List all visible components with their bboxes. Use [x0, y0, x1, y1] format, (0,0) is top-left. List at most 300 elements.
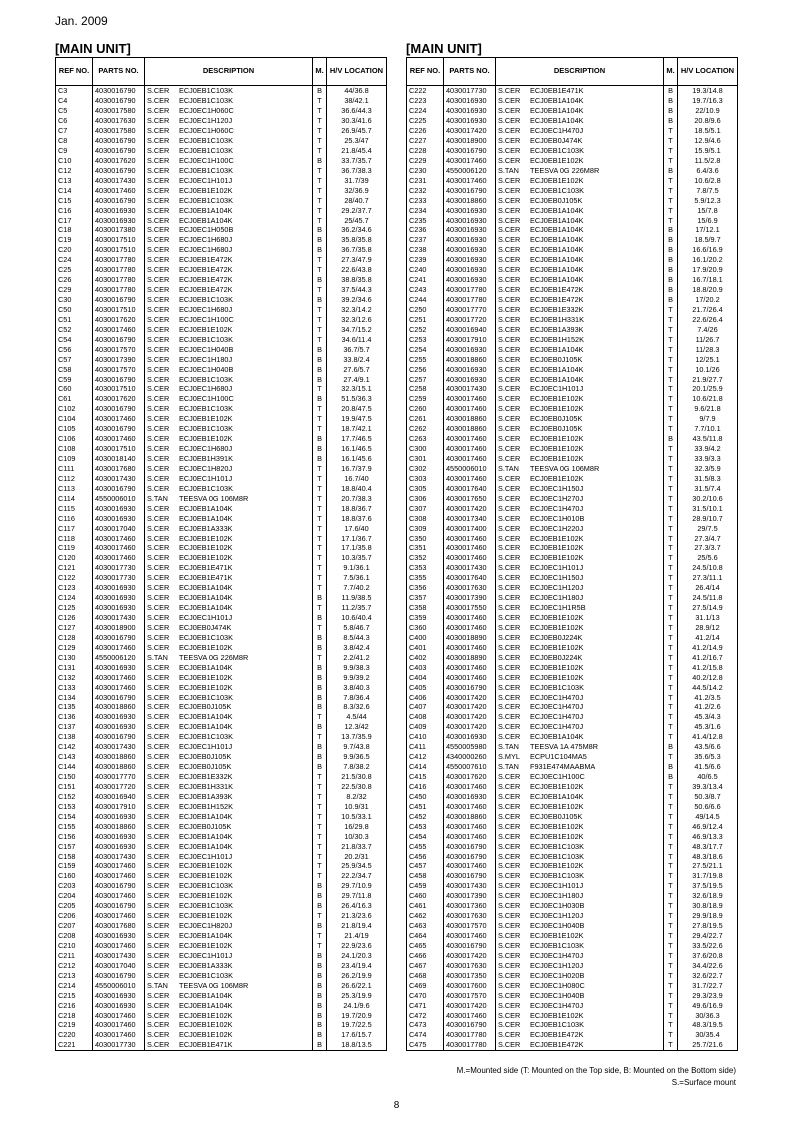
- ref-no-cell: C30: [56, 295, 93, 305]
- table-row: [407, 931, 738, 941]
- location-cell: 51.5/36.3: [327, 394, 387, 404]
- mounted-side-cell: B: [664, 265, 678, 275]
- description-cell: [145, 334, 313, 344]
- component-type: S.CER: [147, 573, 170, 583]
- table-row: [56, 881, 387, 891]
- table-row: [56, 156, 387, 166]
- ref-no-cell: C238: [407, 245, 444, 255]
- table-row: [407, 523, 738, 533]
- component-spec: ECJ0EC1H040B: [179, 344, 234, 354]
- table-row: [407, 752, 738, 762]
- location-cell: 30.3/41.6: [327, 116, 387, 126]
- ref-no-cell: C406: [407, 692, 444, 702]
- ref-no-cell: C60: [56, 384, 93, 394]
- description-cell: [496, 742, 664, 752]
- mounted-side-cell: T: [664, 384, 678, 394]
- description-cell: [496, 623, 664, 633]
- table-row: [407, 871, 738, 881]
- mounted-side-cell: T: [664, 454, 678, 464]
- component-type: S.CER: [147, 742, 170, 752]
- component-spec: ECJ0EB1A104K: [530, 215, 584, 225]
- location-cell: 33.8/2.4: [327, 354, 387, 364]
- table-row: [407, 1020, 738, 1030]
- component-spec: ECJ0EB1E102K: [530, 622, 584, 632]
- location-cell: 17.1/36.7: [327, 533, 387, 543]
- component-spec: ECJ0EC1H180J: [179, 354, 233, 364]
- ref-no-cell: C59: [56, 374, 93, 384]
- table-row: [56, 652, 387, 662]
- table-row: [407, 394, 738, 404]
- location-cell: 37.5/19.5: [678, 881, 738, 891]
- ref-no-cell: C407: [407, 702, 444, 712]
- location-cell: 25/5.6: [678, 553, 738, 563]
- table-row: [407, 811, 738, 821]
- parts-no-cell: 4030017390: [93, 354, 145, 364]
- component-type: S.CER: [498, 931, 521, 940]
- location-cell: 35.6/5.3: [678, 752, 738, 762]
- component-spec: ECJ0EB1E102K: [179, 434, 233, 444]
- location-cell: 28.9/12: [678, 623, 738, 633]
- component-type: S.CER: [498, 692, 521, 702]
- mounted-side-cell: B: [313, 672, 327, 682]
- ref-no-cell: C135: [56, 702, 93, 712]
- parts-no-cell: 4030017770: [444, 305, 496, 315]
- ref-no-cell: C123: [56, 583, 93, 593]
- ref-no-cell: C8: [56, 136, 93, 146]
- location-cell: 5.9/12.3: [678, 195, 738, 205]
- parts-no-cell: 4030017350: [444, 970, 496, 980]
- table-row: [407, 851, 738, 861]
- parts-no-cell: 4550007610: [444, 762, 496, 772]
- location-cell: 24.5/10.8: [678, 563, 738, 573]
- description-cell: [496, 722, 664, 732]
- component-spec: ECJ0EB1C103K: [530, 841, 584, 851]
- table-row: [407, 772, 738, 782]
- table-row: [407, 414, 738, 424]
- description-cell: [145, 563, 313, 573]
- location-cell: 29.3/23.9: [678, 990, 738, 1000]
- component-spec: ECJ0EB1A104K: [179, 722, 233, 732]
- component-type: S.CER: [147, 255, 170, 265]
- component-type: S.CER: [498, 394, 521, 404]
- component-type: S.CER: [498, 652, 521, 662]
- parts-no-cell: 4030017460: [444, 175, 496, 185]
- col-location: H/V LOCATION: [678, 58, 738, 86]
- table-row: [56, 265, 387, 275]
- description-cell: [496, 652, 664, 662]
- ref-no-cell: C128: [56, 633, 93, 643]
- parts-no-cell: 4030016930: [93, 712, 145, 722]
- parts-no-cell: 4030017460: [93, 543, 145, 553]
- location-cell: 41.2/14.9: [678, 643, 738, 653]
- component-type: S.CER: [147, 801, 170, 811]
- component-type: S.CER: [147, 702, 170, 712]
- description-cell: [145, 215, 313, 225]
- mounted-side-cell: T: [313, 792, 327, 802]
- mounted-side-cell: T: [664, 424, 678, 434]
- description-cell: [145, 891, 313, 901]
- location-cell: 21.9/27.7: [678, 374, 738, 384]
- component-spec: ECJ0EC1H470J: [530, 950, 584, 960]
- component-spec: ECJ0EC1H680J: [179, 444, 233, 454]
- component-type: S.CER: [147, 473, 170, 483]
- table-row: [407, 354, 738, 364]
- mounted-side-cell: T: [664, 344, 678, 354]
- description-cell: [145, 841, 313, 851]
- table-row: [407, 1000, 738, 1010]
- table-row: [56, 1030, 387, 1040]
- component-spec: ECJ0EB1C103K: [179, 295, 233, 304]
- ref-no-cell: C472: [407, 1010, 444, 1020]
- location-cell: 30.2/10.6: [678, 493, 738, 503]
- component-type: S.CER: [498, 921, 521, 931]
- location-cell: 25.3/19.9: [327, 990, 387, 1000]
- description-cell: [496, 394, 664, 404]
- table-row: [56, 563, 387, 573]
- component-spec: ECJ0EC1H820J: [179, 921, 233, 931]
- ref-no-cell: C24: [56, 255, 93, 265]
- mounted-side-cell: T: [313, 414, 327, 424]
- location-cell: 44.5/14.2: [678, 682, 738, 692]
- table-row: [407, 484, 738, 494]
- component-spec: ECJ0EB1A333K: [179, 960, 233, 970]
- location-cell: 10.6/2.8: [678, 175, 738, 185]
- mounted-side-cell: T: [313, 175, 327, 185]
- description-cell: [496, 603, 664, 613]
- description-cell: [496, 831, 664, 841]
- parts-no-cell: 4030017580: [93, 106, 145, 116]
- component-spec: ECJ0EB1E102K: [179, 642, 233, 652]
- parts-no-cell: 4030016930: [93, 603, 145, 613]
- mounted-side-cell: T: [664, 334, 678, 344]
- ref-no-cell: C457: [407, 861, 444, 871]
- description-cell: [145, 931, 313, 941]
- ref-no-cell: C134: [56, 692, 93, 702]
- ref-no-cell: C52: [56, 325, 93, 335]
- component-spec: ECJ0EB1A104K: [530, 791, 584, 801]
- mounted-side-cell: B: [313, 156, 327, 166]
- component-type: S.CER: [147, 344, 170, 354]
- mounted-side-cell: T: [664, 215, 678, 225]
- table-row: [56, 374, 387, 384]
- location-cell: 36.7/5.7: [327, 344, 387, 354]
- mounted-side-cell: T: [664, 901, 678, 911]
- table-row: [407, 434, 738, 444]
- ref-no-cell: C416: [407, 782, 444, 792]
- parts-no-cell: 4030016790: [444, 851, 496, 861]
- parts-no-cell: 4030016790: [93, 96, 145, 106]
- location-cell: 41.2/15.8: [678, 662, 738, 672]
- mounted-side-cell: T: [664, 553, 678, 563]
- location-cell: 16.1/46.5: [327, 444, 387, 454]
- component-spec: ECJ0EB1E102K: [179, 414, 233, 424]
- mounted-side-cell: T: [664, 911, 678, 921]
- parts-no-cell: 4030017460: [444, 861, 496, 871]
- component-spec: ECJ0EB1A104K: [179, 603, 233, 613]
- ref-no-cell: C250: [407, 305, 444, 315]
- location-cell: 26.6/22.1: [327, 980, 387, 990]
- parts-no-cell: 4030016790: [444, 146, 496, 156]
- table-row: [56, 334, 387, 344]
- description-cell: [145, 354, 313, 364]
- parts-no-cell: 4030018140: [93, 454, 145, 464]
- mounted-side-cell: T: [664, 851, 678, 861]
- ref-no-cell: C359: [407, 613, 444, 623]
- description-cell: [145, 583, 313, 593]
- mounted-side-cell: B: [313, 961, 327, 971]
- component-spec: ECJ0EB1E102K: [530, 821, 584, 831]
- component-spec: ECJ0EB1C103K: [179, 881, 233, 891]
- mounted-side-cell: T: [313, 712, 327, 722]
- ref-no-cell: C160: [56, 871, 93, 881]
- location-cell: 29.7/10.9: [327, 881, 387, 891]
- parts-no-cell: 4030016930: [93, 931, 145, 941]
- component-type: S.CER: [147, 145, 170, 155]
- component-type: S.CER: [498, 543, 521, 553]
- table-row: [56, 762, 387, 772]
- mounted-side-cell: T: [313, 464, 327, 474]
- ref-no-cell: C459: [407, 881, 444, 891]
- component-spec: ECJ0EB1E102K: [530, 404, 584, 414]
- mounted-side-cell: T: [664, 523, 678, 533]
- table-row: [56, 444, 387, 454]
- mounted-side-cell: B: [313, 225, 327, 235]
- component-type: S.CER: [147, 901, 170, 911]
- table-row: [407, 792, 738, 802]
- parts-no-cell: 4030017430: [444, 384, 496, 394]
- mounted-side-cell: B: [313, 364, 327, 374]
- mounted-side-cell: T: [313, 802, 327, 812]
- mounted-side-cell: T: [313, 543, 327, 553]
- parts-no-cell: 4030016930: [444, 364, 496, 374]
- description-cell: [145, 881, 313, 891]
- table-row: [407, 623, 738, 633]
- ref-no-cell: C400: [407, 633, 444, 643]
- location-cell: 16.1/45.6: [327, 454, 387, 464]
- parts-no-cell: 4030017460: [93, 861, 145, 871]
- component-type: S.CER: [498, 374, 521, 384]
- location-cell: 17.1/35.8: [327, 543, 387, 553]
- ref-no-cell: C130: [56, 652, 93, 662]
- table-row: [56, 205, 387, 215]
- table-row: [56, 980, 387, 990]
- parts-no-cell: 4030017630: [93, 116, 145, 126]
- ref-no-cell: C211: [56, 951, 93, 961]
- mounted-side-cell: T: [313, 811, 327, 821]
- component-spec: TEESVA 1A 475M8R: [530, 742, 599, 752]
- component-spec: ECJ0EB1E102K: [179, 682, 233, 692]
- component-spec: ECJ0EB0J105K: [179, 821, 232, 831]
- parts-no-cell: 4030016930: [444, 215, 496, 225]
- component-type: S.CER: [498, 136, 521, 145]
- component-type: S.CER: [147, 722, 170, 732]
- mounted-side-cell: T: [664, 474, 678, 484]
- parts-no-cell: 4030017420: [444, 712, 496, 722]
- component-spec: ECJ0EB1E472K: [179, 265, 233, 275]
- location-cell: 16.7/18.1: [678, 275, 738, 285]
- mounted-side-cell: B: [313, 1040, 327, 1050]
- component-spec: ECJ0EB1E102K: [179, 185, 233, 195]
- table-row: [56, 424, 387, 434]
- table-row: [407, 156, 738, 166]
- table-row: [407, 513, 738, 523]
- location-cell: 9.1/36.1: [327, 563, 387, 573]
- component-spec: ECJ0EB1A104K: [530, 225, 584, 235]
- parts-table-right: [406, 57, 738, 1051]
- component-type: S.TAN: [498, 742, 519, 752]
- parts-no-cell: 4030018860: [93, 702, 145, 712]
- description-cell: [496, 513, 664, 523]
- component-type: S.CER: [498, 215, 521, 225]
- table-row: [407, 1040, 738, 1050]
- parts-no-cell: 4030017430: [93, 742, 145, 752]
- component-spec: ECJ0EB1E472K: [530, 1030, 584, 1040]
- component-spec: ECJ0EB1C103K: [179, 632, 233, 642]
- table-row: [56, 195, 387, 205]
- location-cell: 21.8/19.4: [327, 921, 387, 931]
- surface-mount-note: S.=Surface mount: [671, 1078, 736, 1087]
- parts-no-cell: 4030017910: [93, 802, 145, 812]
- ref-no-cell: C401: [407, 643, 444, 653]
- location-cell: 21.5/30.8: [327, 772, 387, 782]
- table-row: [56, 613, 387, 623]
- parts-no-cell: 4030017910: [444, 334, 496, 344]
- description-cell: [496, 593, 664, 603]
- parts-no-cell: 4030016930: [93, 1000, 145, 1010]
- parts-no-cell: 4030017780: [444, 1030, 496, 1040]
- table-row: [407, 305, 738, 315]
- location-cell: 26.9/45.7: [327, 126, 387, 136]
- component-type: S.CER: [147, 483, 170, 493]
- component-spec: ECJ0EC1H101J: [179, 742, 233, 752]
- parts-no-cell: 4030017340: [444, 513, 496, 523]
- component-type: S.CER: [147, 205, 170, 215]
- component-type: S.CER: [147, 960, 170, 970]
- parts-no-cell: 4030016930: [444, 225, 496, 235]
- description-cell: [496, 851, 664, 861]
- component-spec: ECJ0EC1H470J: [530, 702, 584, 712]
- ref-no-cell: C125: [56, 603, 93, 613]
- table-row: [407, 245, 738, 255]
- ref-no-cell: C29: [56, 285, 93, 295]
- component-spec: ECJ0EB0J105K: [179, 762, 232, 772]
- mounted-side-cell: B: [313, 702, 327, 712]
- component-type: S.CER: [147, 921, 170, 931]
- description-cell: [496, 990, 664, 1000]
- location-cell: 34.6/11.4: [327, 334, 387, 344]
- parts-no-cell: 4030017570: [93, 344, 145, 354]
- description-cell: [496, 295, 664, 305]
- parts-no-cell: 4030016940: [444, 325, 496, 335]
- table-row: [407, 802, 738, 812]
- component-type: S.CER: [147, 334, 170, 344]
- table-row: [407, 404, 738, 414]
- component-spec: ECJ0EB1C103K: [530, 1020, 584, 1030]
- component-type: S.CER: [147, 384, 170, 394]
- description-cell: [496, 285, 664, 295]
- mounted-side-cell: B: [313, 692, 327, 702]
- location-cell: 9.9/39.2: [327, 672, 387, 682]
- component-type: S.CER: [498, 195, 521, 205]
- component-type: S.CER: [147, 682, 170, 692]
- component-type: S.CER: [498, 483, 521, 493]
- mounted-side-cell: T: [664, 315, 678, 325]
- location-cell: 15/7.8: [678, 205, 738, 215]
- description-cell: [145, 593, 313, 603]
- description-cell: [496, 821, 664, 831]
- parts-no-cell: 4030017360: [444, 901, 496, 911]
- parts-no-cell: 4030016930: [444, 106, 496, 116]
- ref-no-cell: C473: [407, 1020, 444, 1030]
- location-cell: 10.6/40.4: [327, 613, 387, 623]
- component-type: S.CER: [147, 225, 170, 235]
- parts-no-cell: 4550006010: [93, 980, 145, 990]
- mounted-side-cell: T: [313, 861, 327, 871]
- parts-no-cell: 4030017680: [93, 921, 145, 931]
- component-type: S.CER: [498, 940, 521, 950]
- component-type: S.CER: [147, 374, 170, 384]
- location-cell: 38.8/35.8: [327, 275, 387, 285]
- parts-no-cell: 4030017460: [444, 156, 496, 166]
- parts-no-cell: 4030017430: [93, 613, 145, 623]
- location-cell: 11/28.3: [678, 344, 738, 354]
- location-cell: 17.6/15.7: [327, 1030, 387, 1040]
- ref-no-cell: C456: [407, 851, 444, 861]
- parts-no-cell: 4030017460: [444, 821, 496, 831]
- description-cell: [496, 802, 664, 812]
- component-spec: TEESVA 0G 226M8R: [530, 165, 600, 175]
- component-type: S.CER: [147, 463, 170, 473]
- description-cell: [145, 802, 313, 812]
- description-cell: [145, 444, 313, 454]
- component-spec: ECJ0EB1E102K: [179, 861, 233, 871]
- component-type: S.CER: [498, 791, 521, 801]
- location-cell: 10/30.3: [327, 831, 387, 841]
- ref-no-cell: C218: [56, 1010, 93, 1020]
- description-cell: [145, 901, 313, 911]
- ref-no-cell: C357: [407, 593, 444, 603]
- table-row: [407, 603, 738, 613]
- table-row: [56, 891, 387, 901]
- description-cell: [496, 792, 664, 802]
- table-row: [56, 235, 387, 245]
- description-cell: [145, 503, 313, 513]
- parts-no-cell: 4030017460: [93, 672, 145, 682]
- table-row: [407, 295, 738, 305]
- component-type: S.CER: [498, 304, 521, 314]
- mounted-side-cell: B: [313, 1030, 327, 1040]
- component-spec: ECJ0EB1A393K: [179, 791, 233, 801]
- parts-no-cell: 4030017620: [93, 156, 145, 166]
- ref-no-cell: C212: [56, 961, 93, 971]
- mounted-side-cell: T: [313, 265, 327, 275]
- parts-no-cell: 4030017460: [444, 782, 496, 792]
- parts-no-cell: 4030016930: [444, 96, 496, 106]
- component-type: S.CER: [498, 503, 521, 513]
- parts-no-cell: 4030016790: [93, 732, 145, 742]
- component-spec: ECJ0EB1A333K: [179, 523, 233, 533]
- component-spec: ECJ0EB1A104K: [530, 245, 584, 255]
- description-cell: [145, 941, 313, 951]
- mounted-side-cell: T: [313, 116, 327, 126]
- mounted-side-cell: B: [313, 921, 327, 931]
- location-cell: 7.5/36.1: [327, 573, 387, 583]
- location-cell: 21.3/23.6: [327, 911, 387, 921]
- parts-no-cell: 4030016930: [444, 344, 496, 354]
- location-cell: 18.8/36.7: [327, 503, 387, 513]
- location-cell: 50.3/8.7: [678, 792, 738, 802]
- mounted-side-cell: T: [313, 871, 327, 881]
